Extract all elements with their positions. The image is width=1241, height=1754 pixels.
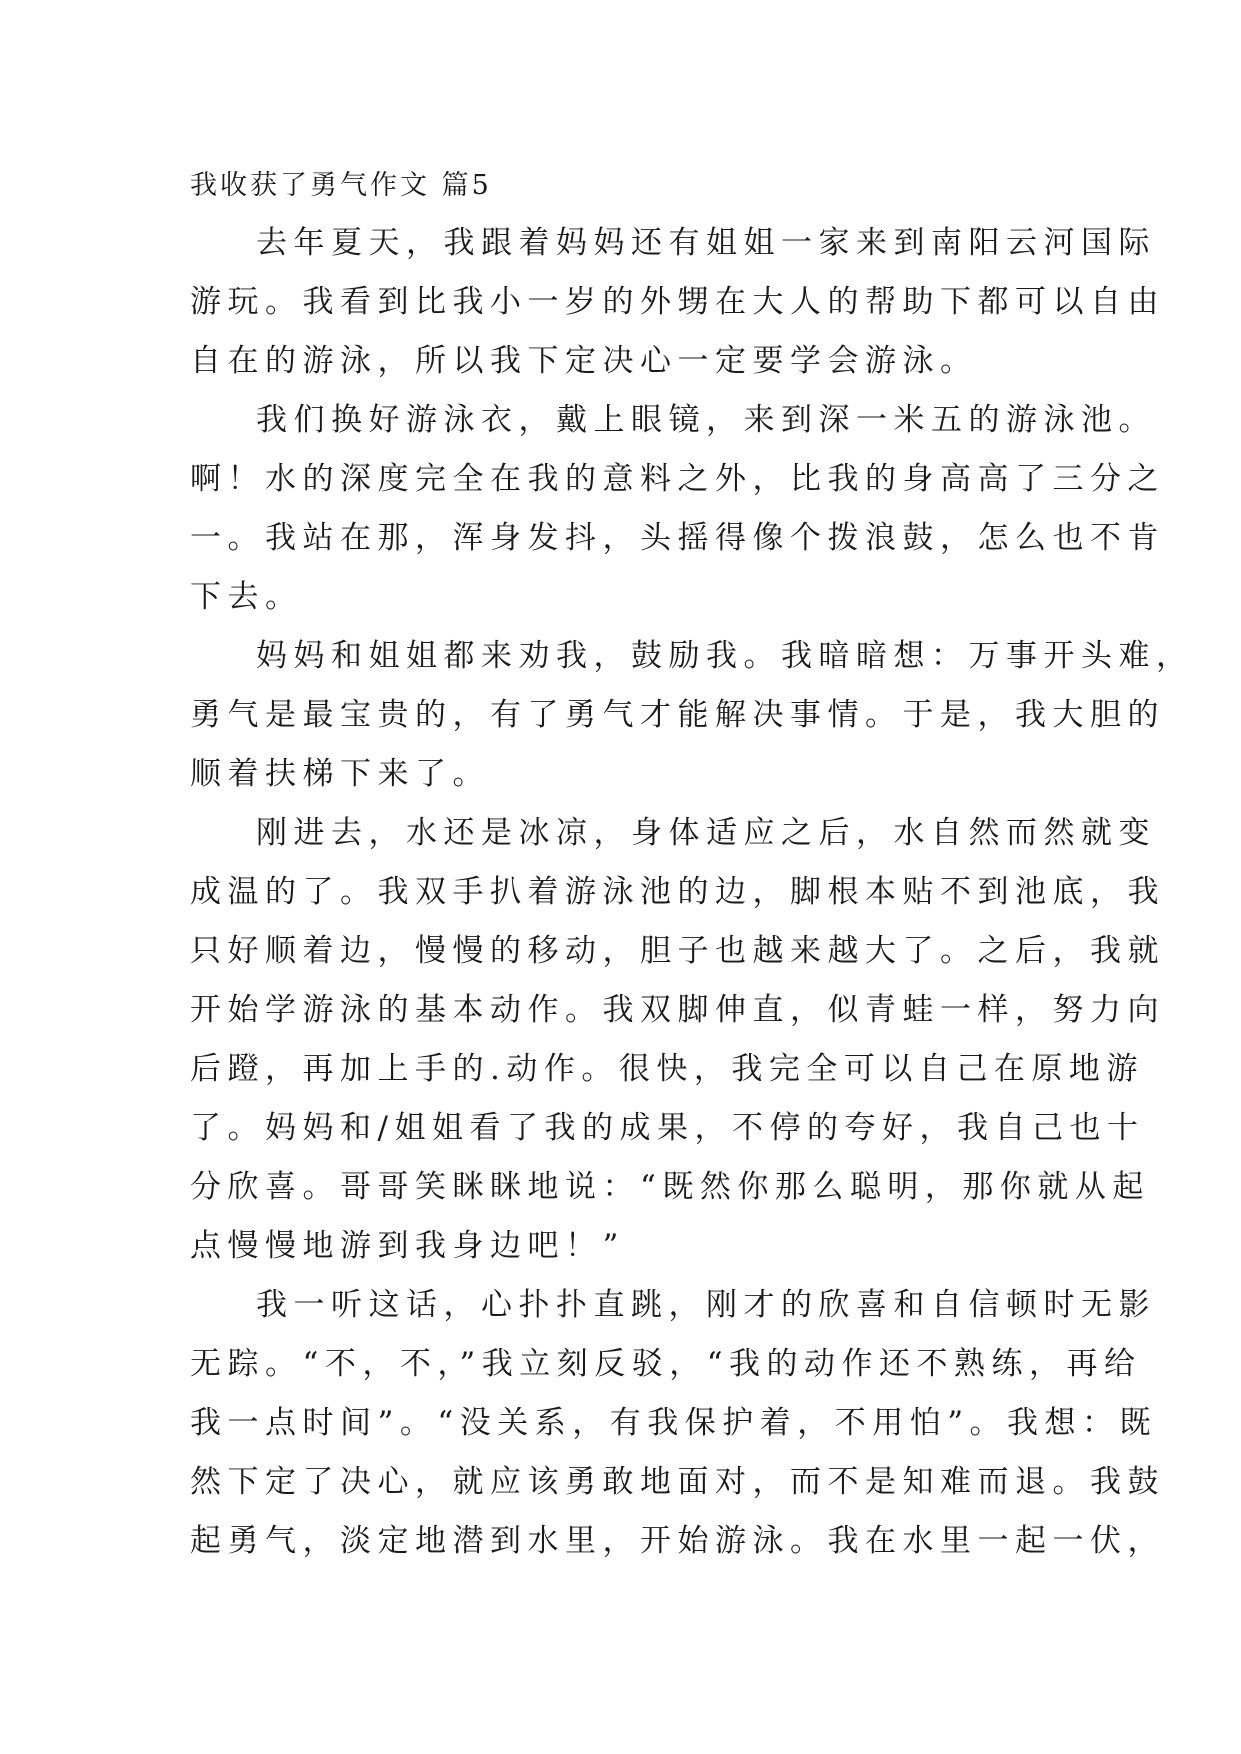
text-line: 自在的游泳，所以我下定决心一定要学会游泳。 — [190, 343, 978, 379]
text-line: 妈妈和姐姐都来劝我，鼓励我。我暗暗想：万事开头难， — [256, 638, 1194, 674]
text-line: 一。我站在那，浑身发抖，头摇得像个拨浪鼓，怎么也不肯 — [190, 520, 1165, 556]
text-line: 去年夏天，我跟着妈妈还有姐姐一家来到南阳云河国际 — [256, 225, 1156, 261]
text-line: 游玩。我看到比我小一岁的外甥在大人的帮助下都可以自由 — [190, 284, 1165, 320]
text-line: 了。妈妈和/姐姐看了我的成果，不停的夸好，我自己也十 — [190, 1110, 1145, 1146]
text-line: 分欣喜。哥哥笑眯眯地说：“既然你那么聪明，那你就从起 — [190, 1169, 1150, 1205]
text-line: 开始学游泳的基本动作。我双脚伸直，似青蛙一样，努力向 — [190, 992, 1165, 1028]
text-line: 起勇气，淡定地潜到水里，开始游泳。我在水里一起一伏， — [190, 1523, 1165, 1559]
text-line: 只好顺着边，慢慢的移动，胆子也越来越大了。之后，我就 — [190, 933, 1165, 969]
essay-body — [190, 214, 1194, 1571]
text-line: 啊！水的深度完全在我的意料之外，比我的身高高了三分之 — [190, 461, 1165, 497]
essay-title: 我收获了勇气作文 篇5 — [190, 170, 492, 201]
text-line: 后蹬，再加上手的.动作。很快，我完全可以自己在原地游 — [190, 1051, 1144, 1087]
text-line: 顺着扶梯下来了。 — [190, 756, 490, 792]
text-line: 勇气是最宝贵的，有了勇气才能解决事情。于是，我大胆的 — [190, 697, 1165, 733]
text-line: 下去。 — [190, 579, 303, 615]
text-line: 然下定了决心，就应该勇敢地面对，而不是知难而退。我鼓 — [190, 1464, 1165, 1500]
text-line: 我一点时间”。“没关系，有我保护着，不用怕”。我想：既 — [190, 1405, 1158, 1441]
text-line: 我一听这话，心扑扑直跳，刚才的欣喜和自信顿时无影 — [256, 1287, 1156, 1323]
text-line: 成温的了。我双手扒着游泳池的边，脚根本贴不到池底，我 — [190, 874, 1165, 910]
text-line: 点慢慢地游到我身边吧！” — [190, 1228, 625, 1264]
text-line: 我们换好游泳衣，戴上眼镜，来到深一米五的游泳池。 — [256, 402, 1156, 438]
text-line: 无踪。“不，不，”我立刻反驳，“我的动作还不熟练，再给 — [190, 1346, 1142, 1382]
text-line: 刚进去，水还是冰凉，身体适应之后，水自然而然就变 — [256, 815, 1156, 851]
